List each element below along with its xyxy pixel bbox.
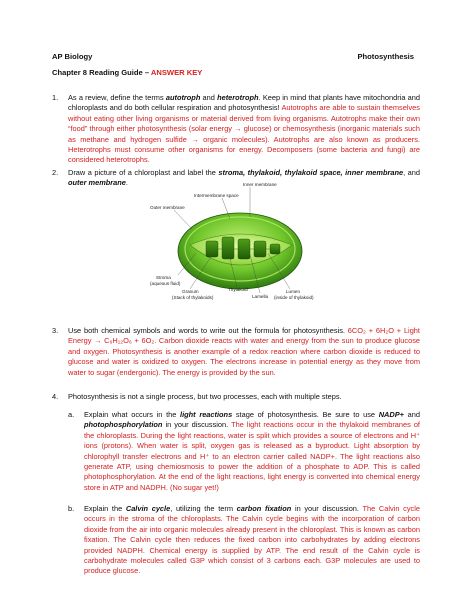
question-4a — [68, 410, 420, 493]
label-inner-membrane: Inner membrane — [243, 183, 277, 187]
label-thylakoid: Thylakoid — [228, 287, 248, 292]
topic-title: Photosynthesis — [357, 52, 414, 61]
answer-key-label: ANSWER KEY — [150, 68, 203, 77]
question-number: 2. — [52, 168, 59, 177]
question-4b — [68, 504, 420, 577]
question-number: b. — [68, 504, 75, 513]
label-granum: Granum — [182, 289, 199, 294]
question-text: Explain the Calvin cycle, utilizing the term carbon fixation in your discussion. The Calvin cycle occurs in the stroma of the chloroplasts. The Calvin cycle begins with the incorporation of carbon dioxide from the air into organic molecules already present in the chloroplast. This is known as carbon fixation. The Calvin cycle then reduces the fixed carbon into carbohydrates by adding electrons provided NADPH. Chemical energy is supplied by ATP. The end result of the Calvin cycle is carbohydrate molecules called G3P which consist of 3 carbons each. G3P molecules are used to produce glucose. — [84, 504, 420, 576]
question-number: 3. — [52, 326, 59, 335]
question-text: Photosynthesis is not a single process, but two processes, each with multiple steps. — [68, 392, 342, 401]
label-lamella: Lamella — [252, 294, 269, 299]
answer-text: The light reactions occur in the thylakoid membranes of the chloroplasts. During the light reactions, water is split which provides a source of electrons and H⁺ ions (protons). When water is split, oxygen gas is released as a byproduct. Light absorption by chlorophyll transfer electrons and H⁺ to an electron carrier called NADP+. The light reactions also generate ATP, using chemiosmosis to power the addition of a phosphate to ADP. This is called photophosphorylation. At the end of the light reactions, light energy is converted into chemical energy store in ATP and NADPH. (No sugar yet!) — [84, 420, 420, 492]
question-1 — [52, 93, 420, 166]
question-number: a. — [68, 410, 75, 419]
question-number: 1. — [52, 93, 59, 102]
course-title: AP Biology — [52, 52, 93, 61]
answer-text: 6CO₂ + 6H₂O + Light Energy → C₆H₁₂O₆ + 6O₂. Carbon dioxide reacts with water and energy from the sun to produce glucose and oxygen. Photosynthesis is another example of a redox reaction where carbon dioxide is reduced to glucose and water is oxidized to oxygen. The electrons increase in potential energy as they move from water to sugar (endergonic). The energy is provided by the sun. — [68, 326, 420, 377]
label-outer-membrane: Outer membrane — [150, 205, 185, 210]
question-number: 4. — [52, 392, 59, 401]
label-intermembrane-space: Intermembrane space — [194, 193, 239, 198]
label-lumen-sub: (inside of thylakoid) — [274, 295, 314, 300]
question-text: As a review, define the terms autotroph and heterotroph. Keep in mind that plants have mitochondria and chloroplasts and do both cellular respiration and photosynthesis! Autotrophs are able to sustain themselves without eating other living organisms or material derived from living organisms. Autotrophs make their own “food” through either photosynthesis (solar energy → glucose) or chemosynthesis (inorganic materials such as methane and hydrogen sulfide → organic molecules). Autotrophs are also known as producers. Heterotrophs must consume other organisms for energy. Decomposers (some bacteria and fungi) are considered heterotrophs. — [68, 93, 420, 165]
answer-text: Autotrophs are able to sustain themselves without eating other living organisms or material derived from living organisms. Autotrophs make their own “food” through either photosynthesis (solar energy → glucose) or chemosynthesis (inorganic materials such as methane and hydrogen sulfide → organic molecules). Autotrophs are also known as producers. Heterotrophs must consume other organisms for energy. Decomposers (some bacteria and fungi) are considered heterotrophs. — [68, 103, 420, 165]
question-4 — [52, 392, 420, 402]
answer-text: The Calvin cycle occurs in the stroma of the chloroplasts. The Calvin cycle begins with the incorporation of carbon dioxide from the air into organic molecules already present in the chloroplast. This is known as carbon fixation. The Calvin cycle then reduces the fixed carbon into carbohydrates by adding electrons provided NADPH. Chemical energy is supplied by ATP. The end result of the Calvin cycle is carbohydrate molecules called G3P which consist of 3 carbons each. G3P molecules are used to produce glucose. — [84, 504, 420, 576]
chloroplast-diagram — [140, 183, 330, 323]
label-stroma-sub: (aqueous fluid) — [150, 281, 181, 286]
question-text: Use both chemical symbols and words to write out the formula for photosynthesis. 6CO₂ + 6H₂O + Light Energy → C₆H₁₂O₆ + 6O₂. Carbon dioxide reacts with water and energy from the sun to produce glucose and oxygen. Photosynthesis is another example of a redox reaction where carbon dioxide is reduced to glucose and water is oxidized to oxygen. The electrons increase in potential energy as they move from water to sugar (endergonic). The energy is provided by the sun. — [68, 326, 420, 377]
question-3 — [52, 326, 420, 378]
label-granum-sub: (Stack of thylakoids) — [172, 295, 214, 300]
question-text: Draw a picture of a chloroplast and label the stroma, thylakoid, thylakoid space, inner membrane, and outer membrane. — [68, 168, 420, 188]
header — [52, 52, 414, 77]
question-text: Explain what occurs in the light reactions stage of photosynthesis. Be sure to use NADP+ and photophosphorylation in your discussion. The light reactions occur in the thylakoid membranes of the chloroplasts. During the light reactions, water is split which provides a source of electrons and H⁺ ions (protons). When water is split, oxygen gas is released as a byproduct. Light absorption by chlorophyll transfer electrons and H⁺ to an electron carrier called NADP+. The light reactions also generate ATP, using chemiosmosis to power the addition of a phosphate to ADP. This is called photophosphorylation. At the end of the light reactions, light energy is converted into chemical energy store in ATP and NADPH. (No sugar yet!) — [84, 410, 420, 492]
label-lumen: Lumen — [286, 289, 301, 294]
label-stroma: Stroma — [156, 275, 171, 280]
subtitle: Chapter 8 Reading Guide – ANSWER KEY — [52, 68, 203, 77]
